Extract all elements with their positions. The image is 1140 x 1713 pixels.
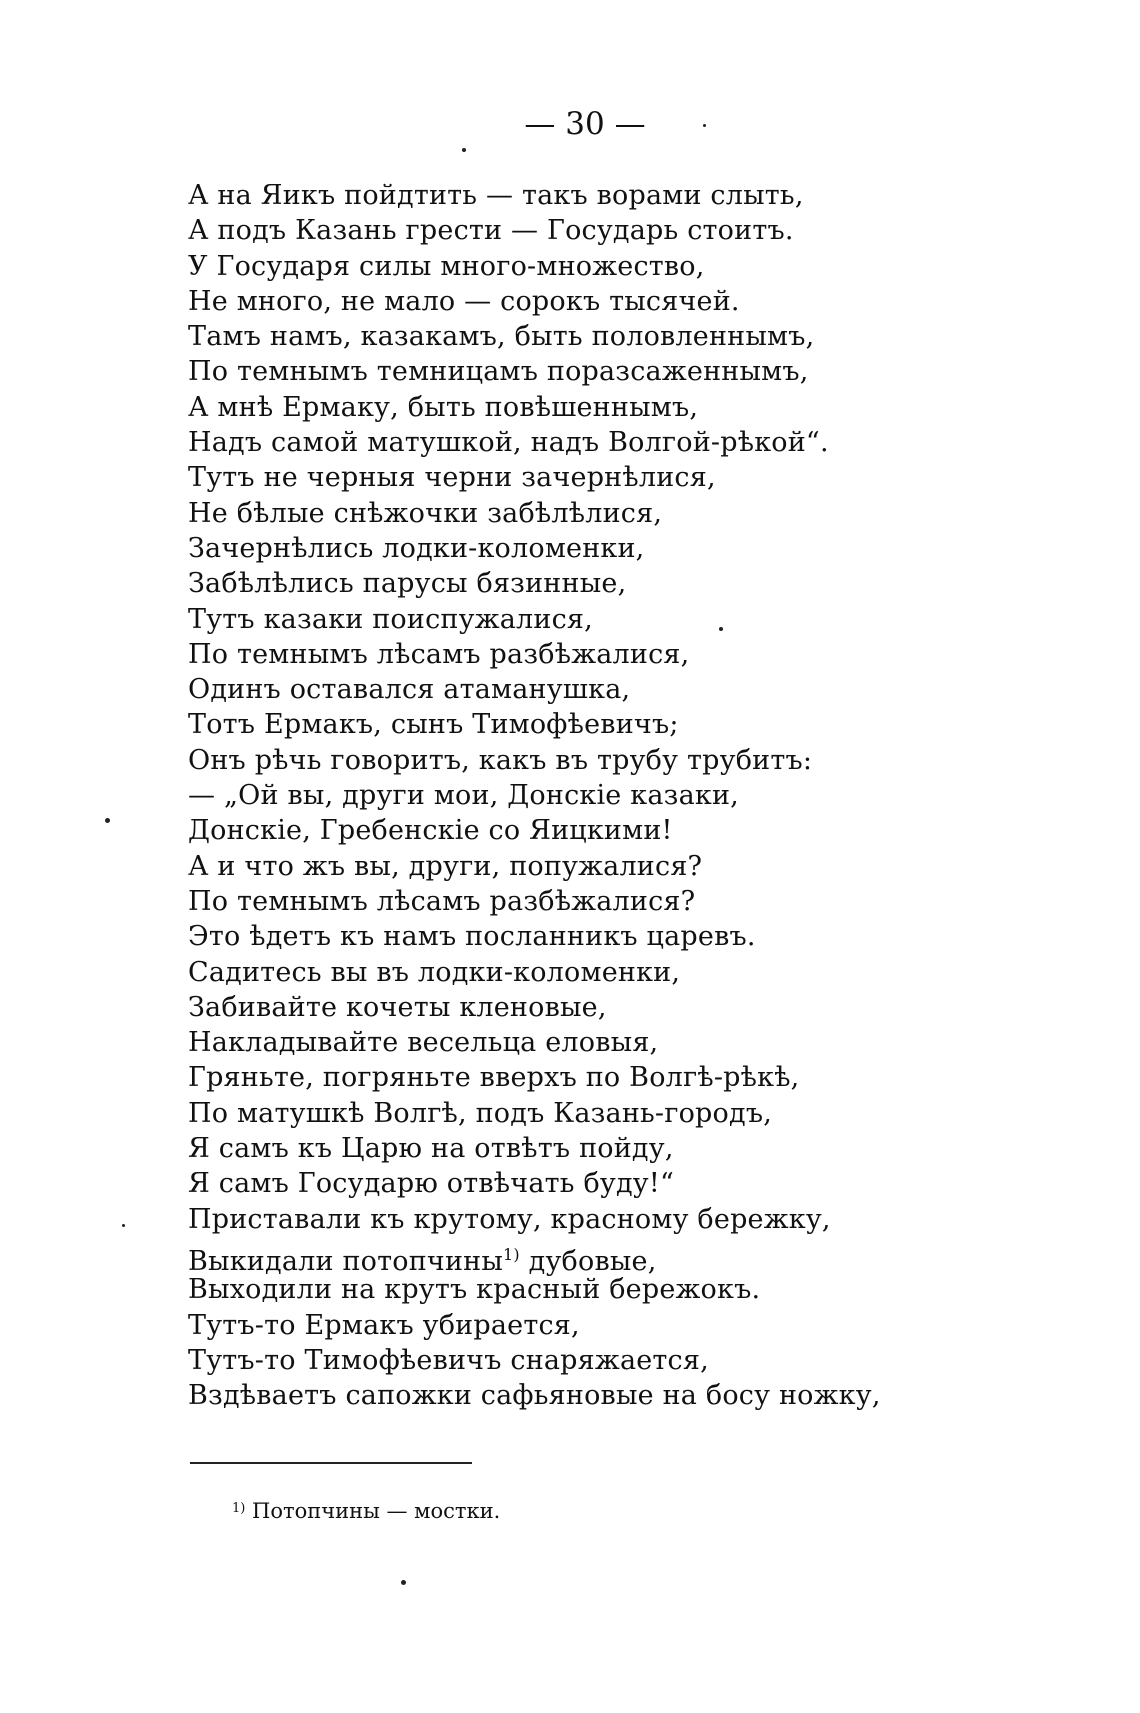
- scan-speck: [122, 1224, 125, 1227]
- poem-line: Это ѣдетъ къ намъ посланникъ царевъ.: [188, 921, 756, 953]
- poem-line: Садитесь вы въ лодки-коломенки,: [188, 956, 681, 988]
- poem-line: — „Ой вы, други мои, Донскіе казаки,: [188, 780, 739, 812]
- poem-line: А мнѣ Ермаку, быть повѣшеннымъ,: [188, 391, 699, 423]
- poem-line: Тамъ намъ, казакамъ, быть половленнымъ,: [188, 321, 815, 353]
- poem-line: Накладывайте весельца еловыя,: [188, 1027, 659, 1059]
- poem-line: Тотъ Ермакъ, сынъ Тимофѣевичъ;: [188, 709, 679, 741]
- poem-text: [188, 178, 1088, 1413]
- poem-line: По темнымъ темницамъ поразсаженнымъ,: [188, 356, 809, 388]
- scan-speck: [105, 818, 110, 823]
- poem-line: Тутъ-то Ермакъ убирается,: [188, 1309, 580, 1341]
- poem-line: А подъ Казань грести — Государь стоитъ.: [188, 215, 794, 247]
- scan-speck: [401, 1580, 406, 1585]
- poem-line: Приставали къ крутому, красному бережку,: [188, 1203, 831, 1235]
- poem-line: По темнымъ лѣсамъ разбѣжалися,: [188, 638, 690, 670]
- poem-line: Онъ рѣчь говоритъ, какъ въ трубу трубитъ:: [188, 744, 813, 776]
- poem-line: Тутъ-то Тимофѣевичъ снаряжается,: [188, 1344, 709, 1376]
- poem-line: Надъ самой матушкой, надъ Волгой-рѣкой“.: [188, 427, 829, 459]
- poem-line-tail: дубовые,: [519, 1245, 657, 1277]
- poem-line: Не много, не мало — сорокъ тысячей.: [188, 285, 740, 317]
- poem-line: Забѣлѣлись парусы бязинные,: [188, 568, 627, 600]
- poem-line: Одинъ оставался атаманушка,: [188, 674, 631, 706]
- poem-line: По темнымъ лѣсамъ разбѣжалися?: [188, 885, 696, 917]
- poem-line: Выходили на крутъ красный бережокъ.: [188, 1274, 761, 1306]
- footnote-marker: 1): [232, 1501, 246, 1516]
- poem-line: Тутъ не черныя черни зачернѣлися,: [188, 462, 716, 494]
- scan-speck: [703, 124, 706, 127]
- poem-line: Не бѣлые снѣжочки забѣлѣлися,: [188, 497, 663, 529]
- poem-line: Забивайте кочеты кленовые,: [188, 991, 607, 1023]
- scan-speck: [719, 627, 723, 631]
- poem-line: Вздѣваетъ сапожки сафьяновые на босу ножку,: [188, 1380, 881, 1412]
- poem-line: Я самъ къ Царю на отвѣтъ пойду,: [188, 1133, 674, 1165]
- poem-line: А на Яикъ пойдтить — такъ ворами слыть,: [188, 180, 804, 211]
- scan-speck: [462, 148, 466, 152]
- footnote: [232, 1497, 500, 1525]
- poem-line: Тутъ казаки поиспужалися,: [188, 603, 593, 635]
- poem-line-text: Выкидали потопчины: [188, 1245, 504, 1277]
- poem-line: Зачернѣлись лодки-коломенки,: [188, 532, 645, 564]
- footnote-reference[interactable]: 1): [503, 1244, 520, 1264]
- poem-line: Гряньте, погряньте вверхъ по Волгѣ-рѣкѣ,: [188, 1062, 800, 1094]
- poem-line: А и что жъ вы, други, попужалися?: [188, 850, 703, 882]
- footnote-divider: [190, 1462, 472, 1464]
- poem-line-with-footnote: [188, 1237, 1088, 1277]
- poem-line: Донскіе, Гребенскіе со Яицкими!: [188, 815, 673, 847]
- poem-line: По матушкѣ Волгѣ, подъ Казань-городъ,: [188, 1097, 772, 1129]
- poem-line: Я самъ Государю отвѣчать буду!“: [188, 1168, 674, 1200]
- page-number: — 30 —: [524, 106, 646, 142]
- footnote-text: Потопчины — мостки.: [245, 1499, 501, 1523]
- poem-line: У Государя силы много-множество,: [188, 250, 705, 282]
